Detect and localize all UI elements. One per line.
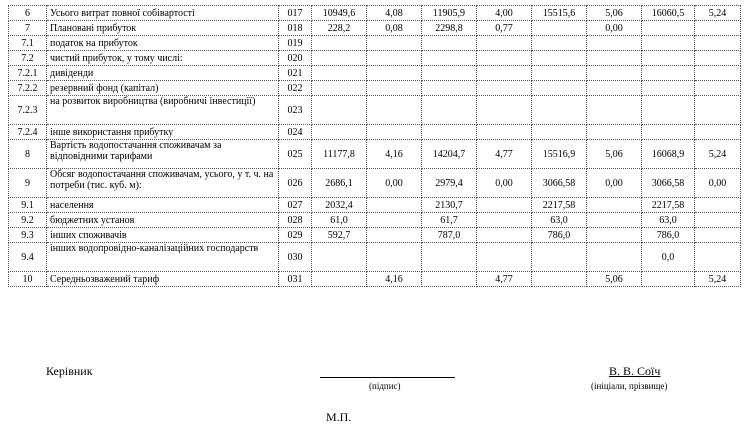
row-number: 9 [9, 169, 47, 198]
value-cell [642, 21, 695, 36]
row-number: 7 [9, 21, 47, 36]
value-cell: 2217,58 [642, 198, 695, 213]
value-cell: 5,06 [587, 272, 642, 287]
value-cell [695, 228, 741, 243]
value-cell: 0,00 [587, 21, 642, 36]
value-cell [587, 228, 642, 243]
value-cell [367, 228, 422, 243]
row-code: 018 [279, 21, 312, 36]
value-cell: 5,24 [695, 6, 741, 21]
value-cell: 0,00 [587, 169, 642, 198]
value-cell [312, 272, 367, 287]
row-label: резервний фонд (капітал) [47, 81, 279, 96]
value-cell: 0,00 [477, 169, 532, 198]
value-cell [642, 272, 695, 287]
value-cell [422, 125, 477, 140]
value-cell: 0,00 [695, 169, 741, 198]
value-cell [695, 81, 741, 96]
value-cell [312, 51, 367, 66]
value-cell: 2979,4 [422, 169, 477, 198]
value-cell: 228,2 [312, 21, 367, 36]
value-cell [312, 243, 367, 272]
value-cell: 592,7 [312, 228, 367, 243]
row-number: 8 [9, 140, 47, 169]
value-cell: 2217,58 [532, 198, 587, 213]
row-number: 7.1 [9, 36, 47, 51]
value-cell: 63,0 [532, 213, 587, 228]
value-cell [422, 272, 477, 287]
value-cell: 61,0 [312, 213, 367, 228]
signature-caption: (підпис) [369, 381, 401, 391]
value-cell: 4,77 [477, 140, 532, 169]
value-cell: 2130,7 [422, 198, 477, 213]
row-number: 7.2.4 [9, 125, 47, 140]
value-cell: 3066,58 [532, 169, 587, 198]
table-row [9, 213, 741, 228]
value-cell: 61,7 [422, 213, 477, 228]
value-cell [422, 96, 477, 125]
table-row [9, 228, 741, 243]
table-row [9, 6, 741, 21]
row-label: бюджетних установ [47, 213, 279, 228]
value-cell: 787,0 [422, 228, 477, 243]
row-number: 7.2 [9, 51, 47, 66]
value-cell [422, 81, 477, 96]
table-row [9, 198, 741, 213]
value-cell [642, 51, 695, 66]
value-cell: 4,16 [367, 140, 422, 169]
row-number: 7.2.3 [9, 96, 47, 125]
value-cell [695, 21, 741, 36]
value-cell [532, 272, 587, 287]
value-cell: 16060,5 [642, 6, 695, 21]
value-cell [642, 96, 695, 125]
value-cell: 11905,9 [422, 6, 477, 21]
value-cell [587, 198, 642, 213]
value-cell: 15515,6 [532, 6, 587, 21]
value-cell [367, 51, 422, 66]
value-cell: 2686,1 [312, 169, 367, 198]
row-code: 020 [279, 51, 312, 66]
value-cell [312, 36, 367, 51]
value-cell [422, 36, 477, 51]
row-label: Усього витрат повної собівартості [47, 6, 279, 21]
row-number: 7.2.2 [9, 81, 47, 96]
value-cell [532, 21, 587, 36]
row-code: 023 [279, 96, 312, 125]
table-row [9, 66, 741, 81]
table-row [9, 21, 741, 36]
row-label: Плановані прибуток [47, 21, 279, 36]
value-cell: 4,16 [367, 272, 422, 287]
value-cell: 4,77 [477, 272, 532, 287]
value-cell: 11177,8 [312, 140, 367, 169]
value-cell: 5,06 [587, 140, 642, 169]
value-cell [695, 213, 741, 228]
value-cell: 10949,6 [312, 6, 367, 21]
table-row [9, 140, 741, 169]
value-cell [642, 36, 695, 51]
value-cell [312, 66, 367, 81]
stamp-place: М.П. [326, 410, 352, 424]
value-cell [532, 66, 587, 81]
value-cell: 16068,9 [642, 140, 695, 169]
value-cell: 0,00 [367, 169, 422, 198]
value-cell [422, 243, 477, 272]
row-number: 9.4 [9, 243, 47, 272]
value-cell [587, 81, 642, 96]
value-cell [532, 36, 587, 51]
value-cell [477, 198, 532, 213]
table-row [9, 272, 741, 287]
value-cell [367, 125, 422, 140]
value-cell [587, 125, 642, 140]
row-label: інших споживачів [47, 228, 279, 243]
value-cell [477, 125, 532, 140]
value-cell [532, 125, 587, 140]
row-number: 9.2 [9, 213, 47, 228]
value-cell [367, 36, 422, 51]
table-row [9, 243, 741, 272]
value-cell: 5,24 [695, 140, 741, 169]
value-cell [695, 96, 741, 125]
value-cell [695, 51, 741, 66]
value-cell: 786,0 [532, 228, 587, 243]
tariff-table [8, 5, 741, 287]
value-cell: 2032,4 [312, 198, 367, 213]
value-cell [367, 66, 422, 81]
row-label: Середньозважений тариф [47, 272, 279, 287]
value-cell: 63,0 [642, 213, 695, 228]
table-row [9, 51, 741, 66]
value-cell [477, 96, 532, 125]
value-cell [312, 81, 367, 96]
value-cell [367, 96, 422, 125]
value-cell: 0,77 [477, 21, 532, 36]
row-code: 022 [279, 81, 312, 96]
value-cell [422, 66, 477, 81]
value-cell [532, 243, 587, 272]
value-cell: 5,24 [695, 272, 741, 287]
row-code: 019 [279, 36, 312, 51]
value-cell [587, 96, 642, 125]
row-label: чистий прибуток, у тому числі: [47, 51, 279, 66]
row-number: 10 [9, 272, 47, 287]
value-cell [587, 36, 642, 51]
row-code: 025 [279, 140, 312, 169]
row-label: Обсяг водопостачання споживачам, усього, у т. ч. на потреби (тис. куб. м): [47, 169, 279, 198]
value-cell: 2298,8 [422, 21, 477, 36]
value-cell [695, 66, 741, 81]
value-cell [532, 81, 587, 96]
table-row [9, 96, 741, 125]
row-label: на розвиток виробництва (виробничі інвестиції) [47, 96, 279, 125]
value-cell [312, 96, 367, 125]
row-code: 028 [279, 213, 312, 228]
value-cell: 4,08 [367, 6, 422, 21]
row-label: податок на прибуток [47, 36, 279, 51]
value-cell [367, 81, 422, 96]
row-label: інше використання прибутку [47, 125, 279, 140]
value-cell [642, 81, 695, 96]
row-label: дивіденди [47, 66, 279, 81]
value-cell [477, 228, 532, 243]
head-name: В. В. Соїч [609, 364, 661, 378]
value-cell [477, 213, 532, 228]
value-cell [367, 243, 422, 272]
value-cell [587, 243, 642, 272]
table-row [9, 36, 741, 51]
value-cell [587, 51, 642, 66]
value-cell [532, 51, 587, 66]
value-cell: 5,06 [587, 6, 642, 21]
row-code: 030 [279, 243, 312, 272]
value-cell: 786,0 [642, 228, 695, 243]
table-row [9, 169, 741, 198]
row-code: 021 [279, 66, 312, 81]
row-label: Вартість водопостачання споживачам за відповідними тарифами [47, 140, 279, 169]
row-code: 026 [279, 169, 312, 198]
row-code: 024 [279, 125, 312, 140]
value-cell [695, 198, 741, 213]
value-cell: 3066,58 [642, 169, 695, 198]
value-cell: 0,08 [367, 21, 422, 36]
head-label: Керівник [46, 364, 93, 378]
table-row [9, 125, 741, 140]
row-number: 9.3 [9, 228, 47, 243]
value-cell [477, 66, 532, 81]
signature-line [320, 364, 455, 378]
row-label: інших водопровідно-каналізаційних господарств [47, 243, 279, 272]
value-cell [695, 125, 741, 140]
name-caption: (ініціали, прізвище) [591, 381, 668, 391]
value-cell [642, 66, 695, 81]
value-cell [587, 66, 642, 81]
value-cell [422, 51, 477, 66]
value-cell [695, 243, 741, 272]
value-cell [477, 81, 532, 96]
value-cell [367, 213, 422, 228]
table-row [9, 81, 741, 96]
value-cell: 4,00 [477, 6, 532, 21]
row-label: населення [47, 198, 279, 213]
value-cell: 14204,7 [422, 140, 477, 169]
value-cell: 15516,9 [532, 140, 587, 169]
row-number: 6 [9, 6, 47, 21]
row-code: 017 [279, 6, 312, 21]
value-cell: 0,0 [642, 243, 695, 272]
value-cell [367, 198, 422, 213]
row-code: 027 [279, 198, 312, 213]
value-cell [312, 125, 367, 140]
value-cell [477, 36, 532, 51]
value-cell [477, 243, 532, 272]
row-code: 029 [279, 228, 312, 243]
value-cell [695, 36, 741, 51]
value-cell [477, 51, 532, 66]
value-cell [587, 213, 642, 228]
row-number: 9.1 [9, 198, 47, 213]
value-cell [642, 125, 695, 140]
value-cell [532, 96, 587, 125]
row-number: 7.2.1 [9, 66, 47, 81]
row-code: 031 [279, 272, 312, 287]
